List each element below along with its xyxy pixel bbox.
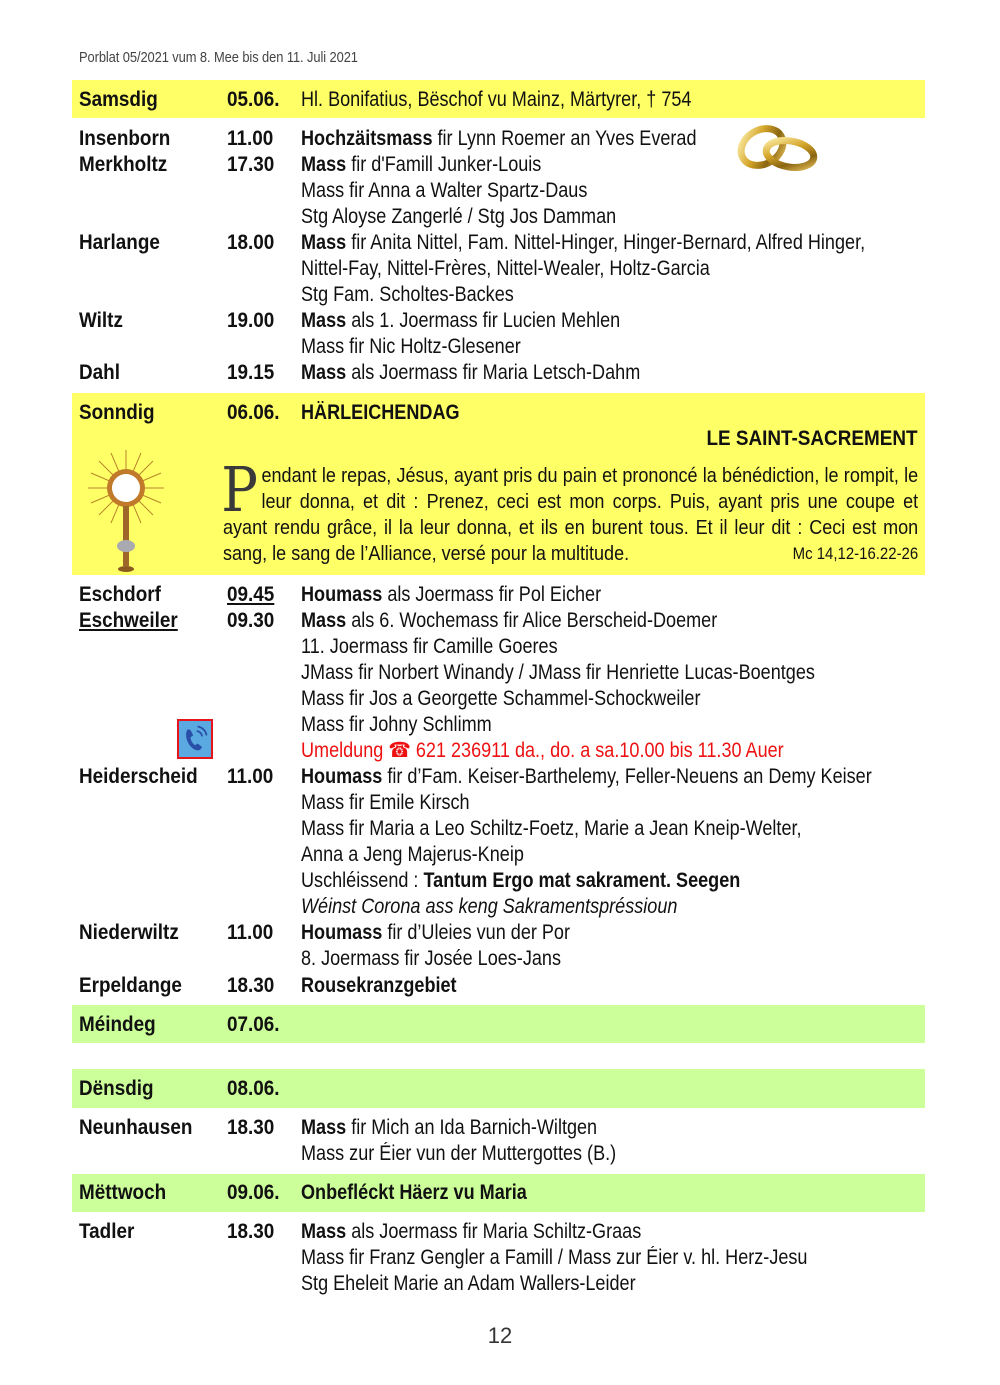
gospel-reference: Mc 14,12-16.22-26 [792, 544, 919, 563]
place-name: Eschdorf [79, 583, 161, 606]
mass-text: Nittel-Fay, Nittel-Frères, Nittel-Wealer, Holtz-Garcia [301, 257, 710, 280]
mass-row [0, 686, 1000, 712]
day-name: Sonndig [79, 401, 155, 424]
mass-time: 18.30 [227, 1116, 275, 1139]
mass-time: 11.00 [227, 921, 274, 944]
day-header-sonndig [0, 400, 1000, 426]
day-header-densdig [0, 1076, 1000, 1102]
day-name: Dënsdig [79, 1077, 154, 1100]
gospel-quote [221, 453, 919, 567]
day-title: Hl. Bonifatius, Bëschof vu Mainz, Märtyrer, † 754 [301, 88, 692, 111]
mass-text: Mass fir Anna a Walter Spartz-Daus [301, 179, 588, 202]
mass-row [0, 946, 1000, 972]
mass-row [0, 894, 1000, 920]
mass-note: Wéinst Corona ass keng Sakramentspréssioun [301, 895, 678, 918]
mass-time: 17.30 [227, 153, 275, 176]
place-name: Niederwiltz [79, 921, 179, 944]
day-header-samsdig [0, 87, 1000, 113]
page-number: 12 [487, 1323, 513, 1348]
day-date: 09.06. [227, 1181, 280, 1204]
mass-row [0, 582, 1000, 608]
mass-text: Houmass fir d’Fam. Keiser-Barthelemy, Feller-Neuens an Demy Keiser [301, 765, 872, 788]
mass-text: Hochzäitsmass fir Lynn Roemer an Yves Everad [301, 127, 697, 150]
place-name: Dahl [79, 361, 120, 384]
mass-text: Stg Eheleit Marie an Adam Wallers-Leider [301, 1272, 636, 1295]
place-name: Tadler [79, 1220, 135, 1243]
mass-text: Stg Aloyse Zangerlé / Stg Jos Damman [301, 205, 617, 228]
mass-time: 11.00 [227, 765, 274, 788]
day-header-mettwoch [0, 1180, 1000, 1206]
mass-row [0, 634, 1000, 660]
monstrance-icon [86, 448, 166, 573]
place-name: Merkholtz [79, 153, 168, 176]
mass-row [0, 334, 1000, 360]
mass-row [0, 660, 1000, 686]
mass-text: 11. Joermass fir Camille Goeres [301, 635, 558, 658]
mass-text: Uschléissend : Tantum Ergo mat sakrament. Seegen [301, 869, 741, 892]
place-name: Neunhausen [79, 1116, 193, 1139]
mass-text: Rousekranzgebiet [301, 974, 457, 997]
place-name: Heiderscheid [79, 765, 198, 788]
mass-text: Mass als Joermass fir Maria Schiltz-Graas [301, 1220, 642, 1243]
mass-text: Houmass fir d’Uleies vun der Por [301, 921, 571, 944]
mass-row [0, 816, 1000, 842]
place-name: Eschweiler [79, 609, 178, 632]
mass-row [0, 152, 1000, 178]
mass-text: Stg Fam. Scholtes-Backes [301, 283, 514, 306]
day-title: Onbefléckt Häerz vu Maria [301, 1181, 527, 1204]
mass-time: 09.30 [227, 609, 275, 632]
mass-time: 18.30 [227, 1220, 275, 1243]
place-name: Insenborn [79, 127, 171, 150]
day-subtitle: LE SAINT-SACREMENT [706, 427, 918, 450]
place-name: Harlange [79, 231, 160, 254]
mass-row [0, 126, 1000, 152]
day-title: HÄRLEICHENDAG [301, 401, 460, 424]
gospel-dropcap: P [221, 453, 258, 526]
mass-row [0, 360, 1000, 386]
mass-text: Mass als 6. Wochemass fir Alice Berscheid-Doemer [301, 609, 718, 632]
mass-row [0, 1271, 1000, 1297]
mass-row [0, 738, 1000, 764]
mass-text: Mass fir Jos a Georgette Schammel-Schockweiler [301, 687, 701, 710]
mass-time: 19.15 [227, 361, 275, 384]
mass-time: 11.00 [227, 127, 274, 150]
day-name: Méindeg [79, 1013, 156, 1036]
mass-text: Mass als 1. Joermass fir Lucien Mehlen [301, 309, 621, 332]
place-name: Erpeldange [79, 974, 182, 997]
day-date: 05.06. [227, 88, 280, 111]
mass-row [0, 1141, 1000, 1167]
page-header: Porblat 05/2021 vum 8. Mee bis den 11. Juli 2021 [79, 49, 358, 66]
mass-text: Houmass als Joermass fir Pol Eicher [301, 583, 602, 606]
mass-row [0, 308, 1000, 334]
mass-row [0, 842, 1000, 868]
mass-text: Mass als Joermass fir Maria Letsch-Dahm [301, 361, 641, 384]
mass-text: 8. Joermass fir Josée Loes-Jans [301, 947, 561, 970]
mass-row [0, 973, 1000, 999]
mass-text: Mass fir d'Famill Junker-Louis [301, 153, 542, 176]
mass-text: JMass fir Norbert Winandy / JMass fir Henriette Lucas-Boentges [301, 661, 815, 684]
mass-row [0, 282, 1000, 308]
mass-time: 09.45 [227, 583, 275, 606]
mass-text: Mass fir Anita Nittel, Fam. Nittel-Hinger, Hinger-Bernard, Alfred Hinger, [301, 231, 866, 254]
mass-row [0, 178, 1000, 204]
day-name: Samsdig [79, 88, 158, 111]
mass-row [0, 920, 1000, 946]
place-name: Wiltz [79, 309, 123, 332]
mass-text: Mass fir Mich an Ida Barnich-Wiltgen [301, 1116, 598, 1139]
mass-row [0, 230, 1000, 256]
mass-row [0, 1115, 1000, 1141]
mass-text: Mass fir Nic Holtz-Glesener [301, 335, 521, 358]
day-date: 07.06. [227, 1013, 280, 1036]
mass-row [0, 764, 1000, 790]
registration-notice: Umeldung ☎ 621 236911 da., do. a sa.10.00 bis 11.30 Auer [301, 739, 784, 762]
mass-text: Mass fir Franz Gengler a Famill / Mass zur Éier v. hl. Herz-Jesu [301, 1246, 808, 1269]
gospel-text: endant le repas, Jésus, ayant pris du pain et prononcé la bénédiction, le rompit, le leur donna, et dit : Prenez, ceci est mon corps. Puis, ayant pris une coupe et ayant rendu grâce, il la leur donna, et ils en burent tous. Et il leur dit : Ceci est mon sang, le sang de l’Alliance, versé pour la multitude. [223, 464, 919, 565]
mass-time: 19.00 [227, 309, 275, 332]
mass-row [0, 1245, 1000, 1271]
day-header-meindeg [0, 1012, 1000, 1038]
day-date: 08.06. [227, 1077, 280, 1100]
mass-row [0, 204, 1000, 230]
mass-row [0, 712, 1000, 738]
mass-row [0, 608, 1000, 634]
mass-text: Mass fir Emile Kirsch [301, 791, 470, 814]
mass-row [0, 256, 1000, 282]
day-date: 06.06. [227, 401, 280, 424]
mass-text: Mass zur Éier vun der Muttergottes (B.) [301, 1142, 617, 1165]
mass-time: 18.00 [227, 231, 275, 254]
mass-row [0, 868, 1000, 894]
day-name: Mëttwoch [79, 1181, 167, 1204]
mass-text: Mass fir Johny Schlimm [301, 713, 492, 736]
mass-text: Anna a Jeng Majerus-Kneip [301, 843, 524, 866]
mass-row [0, 1219, 1000, 1245]
mass-row [0, 790, 1000, 816]
mass-text: Mass fir Maria a Leo Schiltz-Foetz, Marie a Jean Kneip-Welter, [301, 817, 802, 840]
mass-time: 18.30 [227, 974, 275, 997]
